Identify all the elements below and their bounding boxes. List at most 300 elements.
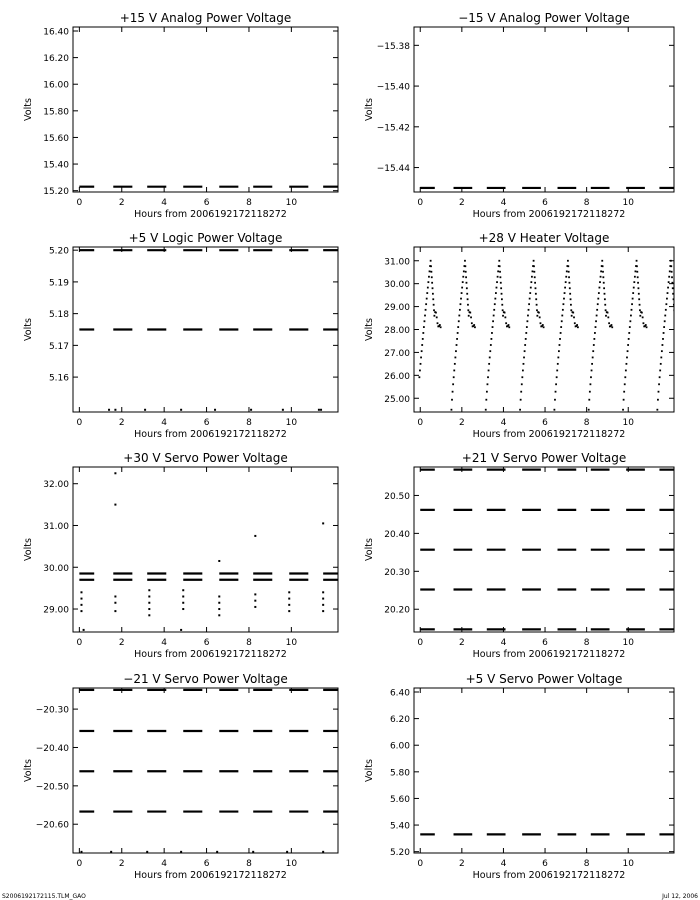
x-tick-label: 10: [622, 198, 634, 208]
data-point: [451, 399, 453, 401]
data-point: [419, 370, 421, 372]
data-point: [528, 303, 530, 305]
data-point: [474, 326, 476, 328]
y-tick-label: 31.00: [384, 257, 410, 268]
chart-title: +30 V Servo Power Voltage: [123, 451, 288, 465]
data-point: [636, 271, 638, 273]
data-point: [530, 287, 532, 289]
data-point: [461, 287, 463, 289]
data-point: [114, 504, 116, 506]
data-point: [461, 292, 463, 294]
data-point: [665, 303, 667, 305]
data-point: [497, 276, 499, 278]
data-marks: [79, 690, 338, 853]
data-point: [626, 357, 628, 359]
y-tick-label: 26.00: [384, 371, 410, 382]
data-point: [466, 282, 468, 284]
y-tick-label: 16.20: [43, 54, 69, 65]
data-point: [646, 326, 648, 328]
data-point: [663, 332, 665, 334]
y-tick-label: −20.50: [35, 782, 69, 793]
data-point: [460, 298, 462, 300]
data-point: [458, 320, 460, 322]
x-tick-label: 10: [285, 418, 298, 428]
data-point: [110, 851, 112, 853]
y-tick-label: 30.00: [43, 563, 69, 574]
data-point: [432, 287, 434, 289]
data-point: [148, 589, 150, 591]
data-point: [605, 315, 607, 317]
data-point: [599, 287, 601, 289]
x-tick-label: 8: [583, 418, 590, 428]
data-point: [569, 293, 571, 295]
data-point: [611, 326, 613, 328]
data-point: [520, 399, 522, 401]
footer-date: Jul 12, 2006: [662, 893, 698, 900]
data-point: [671, 276, 673, 278]
y-tick-label: 5.19: [48, 278, 69, 289]
data-point: [605, 309, 607, 311]
data-point: [466, 293, 468, 295]
y-tick-label: −20.30: [35, 705, 69, 716]
data-point: [430, 260, 432, 262]
data-point: [144, 409, 146, 411]
data-point: [457, 326, 459, 328]
data-point: [534, 282, 536, 284]
chart-panel-1: [23, 11, 338, 220]
data-point: [539, 316, 541, 318]
data-point: [501, 298, 503, 300]
data-point: [564, 292, 566, 294]
data-point: [668, 276, 670, 278]
data-point: [630, 315, 632, 317]
data-point: [182, 602, 184, 604]
chart-panel-8: [364, 672, 674, 881]
data-point: [568, 271, 570, 273]
x-tick-label: 4: [161, 638, 168, 648]
chart-panel-2: [364, 11, 674, 220]
chart-title: −15 V Analog Power Voltage: [458, 11, 630, 25]
data-point: [543, 326, 545, 328]
y-tick-label: 15.80: [43, 107, 69, 118]
data-point: [463, 270, 465, 272]
data-point: [500, 287, 502, 289]
data-point: [433, 315, 435, 317]
data-point: [254, 535, 256, 537]
data-point: [436, 316, 438, 318]
data-point: [453, 376, 455, 378]
data-point: [663, 326, 665, 328]
data-point: [431, 276, 433, 278]
data-point: [254, 606, 256, 608]
x-tick-label: 8: [583, 859, 590, 869]
data-point: [538, 312, 540, 314]
data-point: [148, 614, 150, 616]
y-tick-label: 15.40: [43, 160, 69, 171]
data-point: [322, 522, 324, 524]
data-point: [527, 320, 529, 322]
data-point: [470, 316, 472, 318]
x-tick-label: 4: [500, 638, 507, 648]
data-point: [561, 315, 563, 317]
y-tick-label: 5.20: [48, 246, 69, 257]
data-point: [632, 298, 634, 300]
data-point: [440, 326, 442, 328]
data-point: [628, 338, 630, 340]
data-point: [218, 608, 220, 610]
data-point: [629, 320, 631, 322]
x-tick-label: 2: [118, 638, 125, 648]
data-point: [675, 312, 677, 314]
x-tick-label: 10: [285, 859, 298, 869]
y-tick-label: 6.40: [389, 688, 410, 699]
x-tick-label: 6: [203, 638, 210, 648]
data-point: [533, 265, 535, 267]
data-point: [488, 370, 490, 372]
data-point: [148, 595, 150, 597]
data-point: [626, 363, 628, 365]
y-tick-label: 15.60: [43, 133, 69, 144]
data-point: [577, 326, 579, 328]
data-point: [182, 589, 184, 591]
data-point: [608, 322, 610, 324]
data-point: [114, 595, 116, 597]
data-point: [520, 391, 522, 393]
x-tick-label: 4: [500, 418, 507, 428]
data-point: [148, 608, 150, 610]
data-point: [574, 322, 576, 324]
data-point: [554, 399, 556, 401]
data-point: [554, 409, 556, 411]
data-point: [662, 338, 664, 340]
data-point: [636, 265, 638, 267]
x-tick-label: 0: [76, 418, 83, 428]
data-point: [664, 320, 666, 322]
data-point: [639, 309, 641, 311]
y-tick-label: 5.80: [389, 768, 410, 779]
data-point: [424, 315, 426, 317]
data-point: [628, 332, 630, 334]
data-point: [465, 276, 467, 278]
data-point: [533, 271, 535, 273]
data-point: [464, 260, 466, 262]
data-point: [622, 409, 624, 411]
data-point: [252, 851, 254, 853]
data-point: [595, 326, 597, 328]
data-point: [418, 376, 420, 378]
data-point: [595, 320, 597, 322]
data-point: [496, 287, 498, 289]
data-point: [623, 399, 625, 401]
data-point: [431, 282, 433, 284]
x-tick-label: 0: [76, 859, 83, 869]
chart-panel-5: [23, 451, 338, 660]
footer-file-name: S2006192172115.TLM_GAO: [2, 893, 86, 900]
data-point: [638, 293, 640, 295]
data-point: [521, 383, 523, 385]
data-point: [633, 281, 635, 283]
data-point: [487, 376, 489, 378]
data-point: [559, 344, 561, 346]
data-point: [523, 357, 525, 359]
data-point: [661, 350, 663, 352]
data-point: [500, 276, 502, 278]
x-axis-label: Hours from 2006192172118272: [134, 429, 287, 440]
data-point: [466, 287, 468, 289]
data-point: [459, 309, 461, 311]
y-tick-label: 25.00: [384, 394, 410, 405]
data-point: [454, 357, 456, 359]
y-axis-label: Volts: [364, 318, 375, 341]
data-point: [422, 332, 424, 334]
data-point: [568, 276, 570, 278]
data-point: [214, 409, 216, 411]
chart-title: +28 V Heater Voltage: [478, 231, 610, 245]
data-point: [558, 350, 560, 352]
data-point: [435, 312, 437, 314]
data-point: [471, 322, 473, 324]
data-point: [594, 332, 596, 334]
data-point: [642, 316, 644, 318]
data-point: [590, 383, 592, 385]
data-point: [637, 282, 639, 284]
data-point: [422, 338, 424, 340]
data-point: [437, 322, 439, 324]
y-tick-label: −20.40: [35, 743, 69, 754]
data-point: [433, 309, 435, 311]
data-point: [427, 281, 429, 283]
data-point: [457, 332, 459, 334]
data-point: [573, 316, 575, 318]
data-point: [593, 338, 595, 340]
data-point: [611, 324, 613, 326]
data-point: [591, 363, 593, 365]
data-point: [454, 363, 456, 365]
x-tick-label: 8: [583, 198, 590, 208]
data-point: [499, 265, 501, 267]
data-point: [464, 265, 466, 267]
data-point: [320, 409, 322, 411]
data-point: [504, 316, 506, 318]
data-point: [656, 409, 658, 411]
data-point: [555, 391, 557, 393]
data-point: [425, 309, 427, 311]
data-marks: [418, 260, 681, 411]
data-point: [632, 292, 634, 294]
x-tick-label: 8: [246, 198, 252, 208]
data-point: [571, 315, 573, 317]
data-point: [468, 315, 470, 317]
data-point: [424, 320, 426, 322]
data-point: [527, 315, 529, 317]
y-tick-label: −15.42: [376, 123, 410, 134]
data-point: [460, 303, 462, 305]
data-point: [282, 409, 284, 411]
x-tick-label: 8: [583, 638, 590, 648]
x-tick-label: 4: [500, 859, 507, 869]
data-point: [485, 399, 487, 401]
data-point: [542, 324, 544, 326]
data-point: [602, 265, 604, 267]
data-point: [658, 383, 660, 385]
y-tick-label: −20.60: [35, 820, 69, 831]
y-tick-label: 30.00: [384, 280, 410, 291]
data-point: [668, 281, 670, 283]
data-point: [671, 271, 673, 273]
data-point: [508, 326, 510, 328]
data-point: [597, 298, 599, 300]
x-tick-label: 4: [500, 198, 507, 208]
data-point: [288, 610, 290, 612]
x-tick-label: 4: [161, 198, 168, 208]
data-point: [421, 350, 423, 352]
data-point: [114, 610, 116, 612]
data-point: [675, 311, 677, 313]
x-tick-label: 2: [458, 198, 465, 208]
data-point: [627, 344, 629, 346]
x-tick-label: 4: [161, 418, 168, 428]
data-point: [288, 591, 290, 593]
data-point: [633, 287, 635, 289]
data-point: [146, 851, 148, 853]
data-point: [670, 260, 672, 262]
data-point: [601, 260, 603, 262]
data-point: [80, 610, 82, 612]
data-point: [469, 312, 471, 314]
data-point: [420, 357, 422, 359]
data-point: [451, 409, 453, 411]
x-tick-label: 6: [542, 198, 548, 208]
data-point: [560, 326, 562, 328]
y-axis-label: Volts: [364, 759, 375, 782]
data-point: [638, 287, 640, 289]
data-point: [148, 602, 150, 604]
data-point: [429, 270, 431, 272]
data-point: [556, 370, 558, 372]
x-tick-label: 0: [417, 418, 424, 428]
data-point: [530, 281, 532, 283]
y-tick-label: 5.16: [48, 373, 69, 384]
data-point: [557, 363, 559, 365]
data-point: [83, 629, 85, 631]
data-point: [322, 598, 324, 600]
data-point: [430, 271, 432, 273]
data-point: [180, 851, 182, 853]
data-point: [588, 399, 590, 401]
x-tick-label: 0: [417, 198, 424, 208]
data-point: [677, 322, 679, 324]
data-point: [489, 350, 491, 352]
data-point: [636, 260, 638, 262]
data-point: [629, 326, 631, 328]
data-point: [536, 309, 538, 311]
data-point: [643, 322, 645, 324]
data-point: [639, 315, 641, 317]
data-point: [598, 292, 600, 294]
data-point: [494, 303, 496, 305]
data-point: [567, 260, 569, 262]
data-point: [501, 293, 503, 295]
y-axis-label: Volts: [23, 759, 34, 782]
y-tick-label: 5.40: [389, 821, 410, 832]
data-point: [322, 604, 324, 606]
data-point: [591, 370, 593, 372]
x-tick-label: 4: [161, 859, 168, 869]
x-tick-label: 10: [622, 638, 634, 648]
data-point: [487, 383, 489, 385]
x-tick-label: 10: [622, 859, 634, 869]
data-point: [526, 326, 528, 328]
x-tick-label: 10: [285, 198, 298, 208]
data-point: [631, 309, 633, 311]
data-point: [563, 298, 565, 300]
y-tick-label: 5.60: [389, 794, 410, 805]
data-point: [525, 332, 527, 334]
data-point: [674, 315, 676, 317]
data-point: [458, 315, 460, 317]
data-point: [533, 260, 535, 262]
data-point: [492, 320, 494, 322]
y-tick-label: 5.17: [48, 341, 69, 352]
data-marks: [79, 250, 338, 411]
y-axis-label: Volts: [23, 538, 34, 561]
data-point: [218, 614, 220, 616]
data-point: [322, 851, 324, 853]
x-tick-label: 0: [76, 198, 83, 208]
x-tick-label: 8: [246, 638, 252, 648]
data-point: [604, 304, 606, 306]
data-point: [625, 370, 627, 372]
data-point: [525, 338, 527, 340]
data-point: [491, 332, 493, 334]
y-tick-label: 6.00: [389, 741, 410, 752]
data-point: [493, 309, 495, 311]
data-point: [254, 593, 256, 595]
y-axis-label: Volts: [364, 98, 375, 121]
plot-frame: [414, 688, 674, 853]
data-point: [521, 376, 523, 378]
data-point: [529, 292, 531, 294]
data-point: [529, 298, 531, 300]
data-point: [536, 315, 538, 317]
data-point: [322, 610, 324, 612]
data-point: [565, 276, 567, 278]
data-point: [588, 409, 590, 411]
data-point: [502, 309, 504, 311]
data-point: [432, 293, 434, 295]
data-point: [489, 357, 491, 359]
data-point: [672, 293, 674, 295]
data-point: [645, 324, 647, 326]
x-tick-label: 2: [118, 198, 125, 208]
data-point: [679, 324, 681, 326]
y-tick-label: 29.00: [43, 605, 69, 616]
y-tick-label: −15.44: [376, 164, 410, 175]
data-point: [432, 298, 434, 300]
y-tick-label: 5.18: [48, 310, 69, 321]
x-axis-label: Hours from 2006192172118272: [472, 870, 626, 881]
y-tick-label: 31.00: [43, 521, 69, 532]
data-point: [593, 344, 595, 346]
data-point: [657, 399, 659, 401]
x-tick-label: 2: [458, 418, 465, 428]
data-point: [667, 287, 669, 289]
data-point: [508, 324, 510, 326]
data-point: [428, 276, 430, 278]
data-point: [660, 363, 662, 365]
data-point: [430, 265, 432, 267]
data-point: [569, 287, 571, 289]
